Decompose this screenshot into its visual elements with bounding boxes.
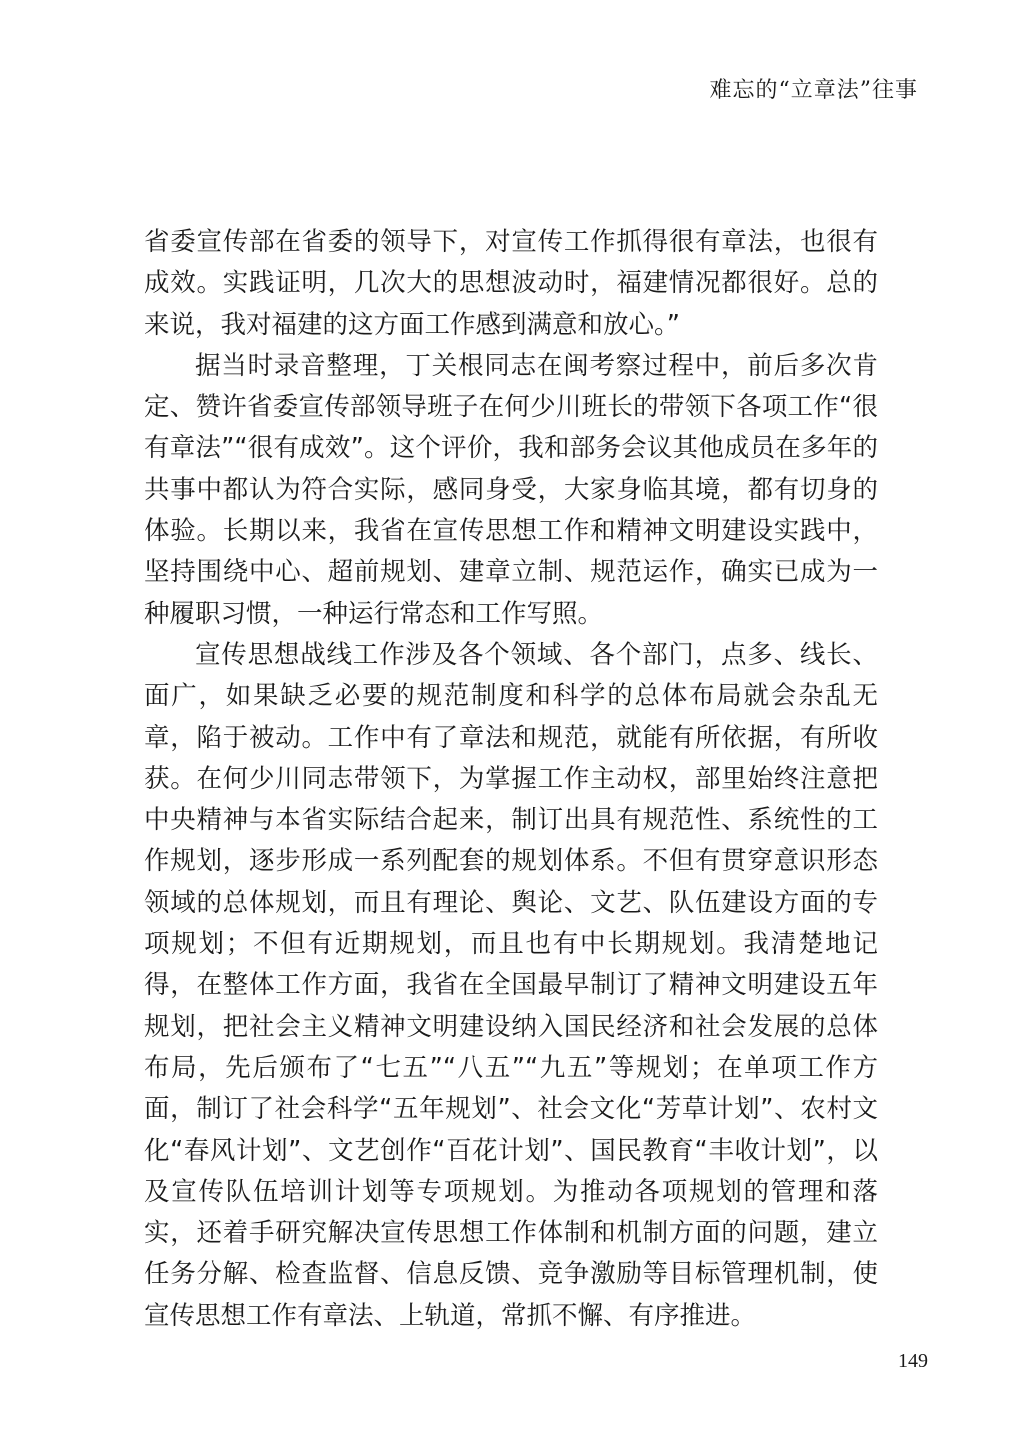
paragraph-continuation: 省委宣传部在省委的领导下，对宣传工作抓得很有章法，也很有成效。实践证明，几次大的思想波动时，福建情况都很好。总的来说，我对福建的这方面工作感到满意和放心。” [144,227,878,340]
page-number: 149 [898,1350,928,1372]
body-text [144,222,878,1337]
paragraph: 宣传思想战线工作涉及各个领域、各个部门，点多、线长、面广，如果缺乏必要的规范制度和科学的总体布局就会杂乱无章，陷于被动。工作中有了章法和规范，就能有所依据，有所收获。在何少川同志带领下，为掌握工作主动权，部里始终注意把中央精神与本省实际结合起来，制订出具有规范性、系统性的工作规划，逐步形成一系列配套的规划体系。不但有贯穿意识形态领域的总体规划，而且有理论、舆论、文艺、队伍建设方面的专项规划；不但有近期规划，而且也有中长期规划。我清楚地记得，在整体工作方面，我省在全国最早制订了精神文明建设五年规划，把社会主义精神文明建设纳入国民经济和社会发展的总体布局，先后颁布了“七五”“八五”“九五”等规划；在单项工作方面，制订了社会科学“五年规划”、社会文化“芳草计划”、农村文化“春风计划”、文艺创作“百花计划”、国民教育“丰收计划”，以及宣传队伍培训计划等专项规划。为推动各项规划的管理和落实，还着手研究解决宣传思想工作体制和机制方面的问题，建立任务分解、检查监督、信息反馈、竞争激励等目标管理机制，使宣传思想工作有章法、上轨道，常抓不懈、有序推进。 [144,639,878,1331]
running-header-title: 难忘的“立章法”往事 [709,78,918,103]
paragraph: 据当时录音整理，丁关根同志在闽考察过程中，前后多次肯定、赞许省委宣传部领导班子在何少川班长的带领下各项工作“很有章法”“很有成效”。这个评价，我和部务会议其他成员在多年的共事中都认为符合实际，感同身受，大家身临其境，都有切身的体验。长期以来，我省在宣传思想工作和精神文明建设实践中，坚持围绕中心、超前规划、建章立制、规范运作，确实已成为一种履职习惯，一种运行常态和工作写照。 [144,350,878,629]
